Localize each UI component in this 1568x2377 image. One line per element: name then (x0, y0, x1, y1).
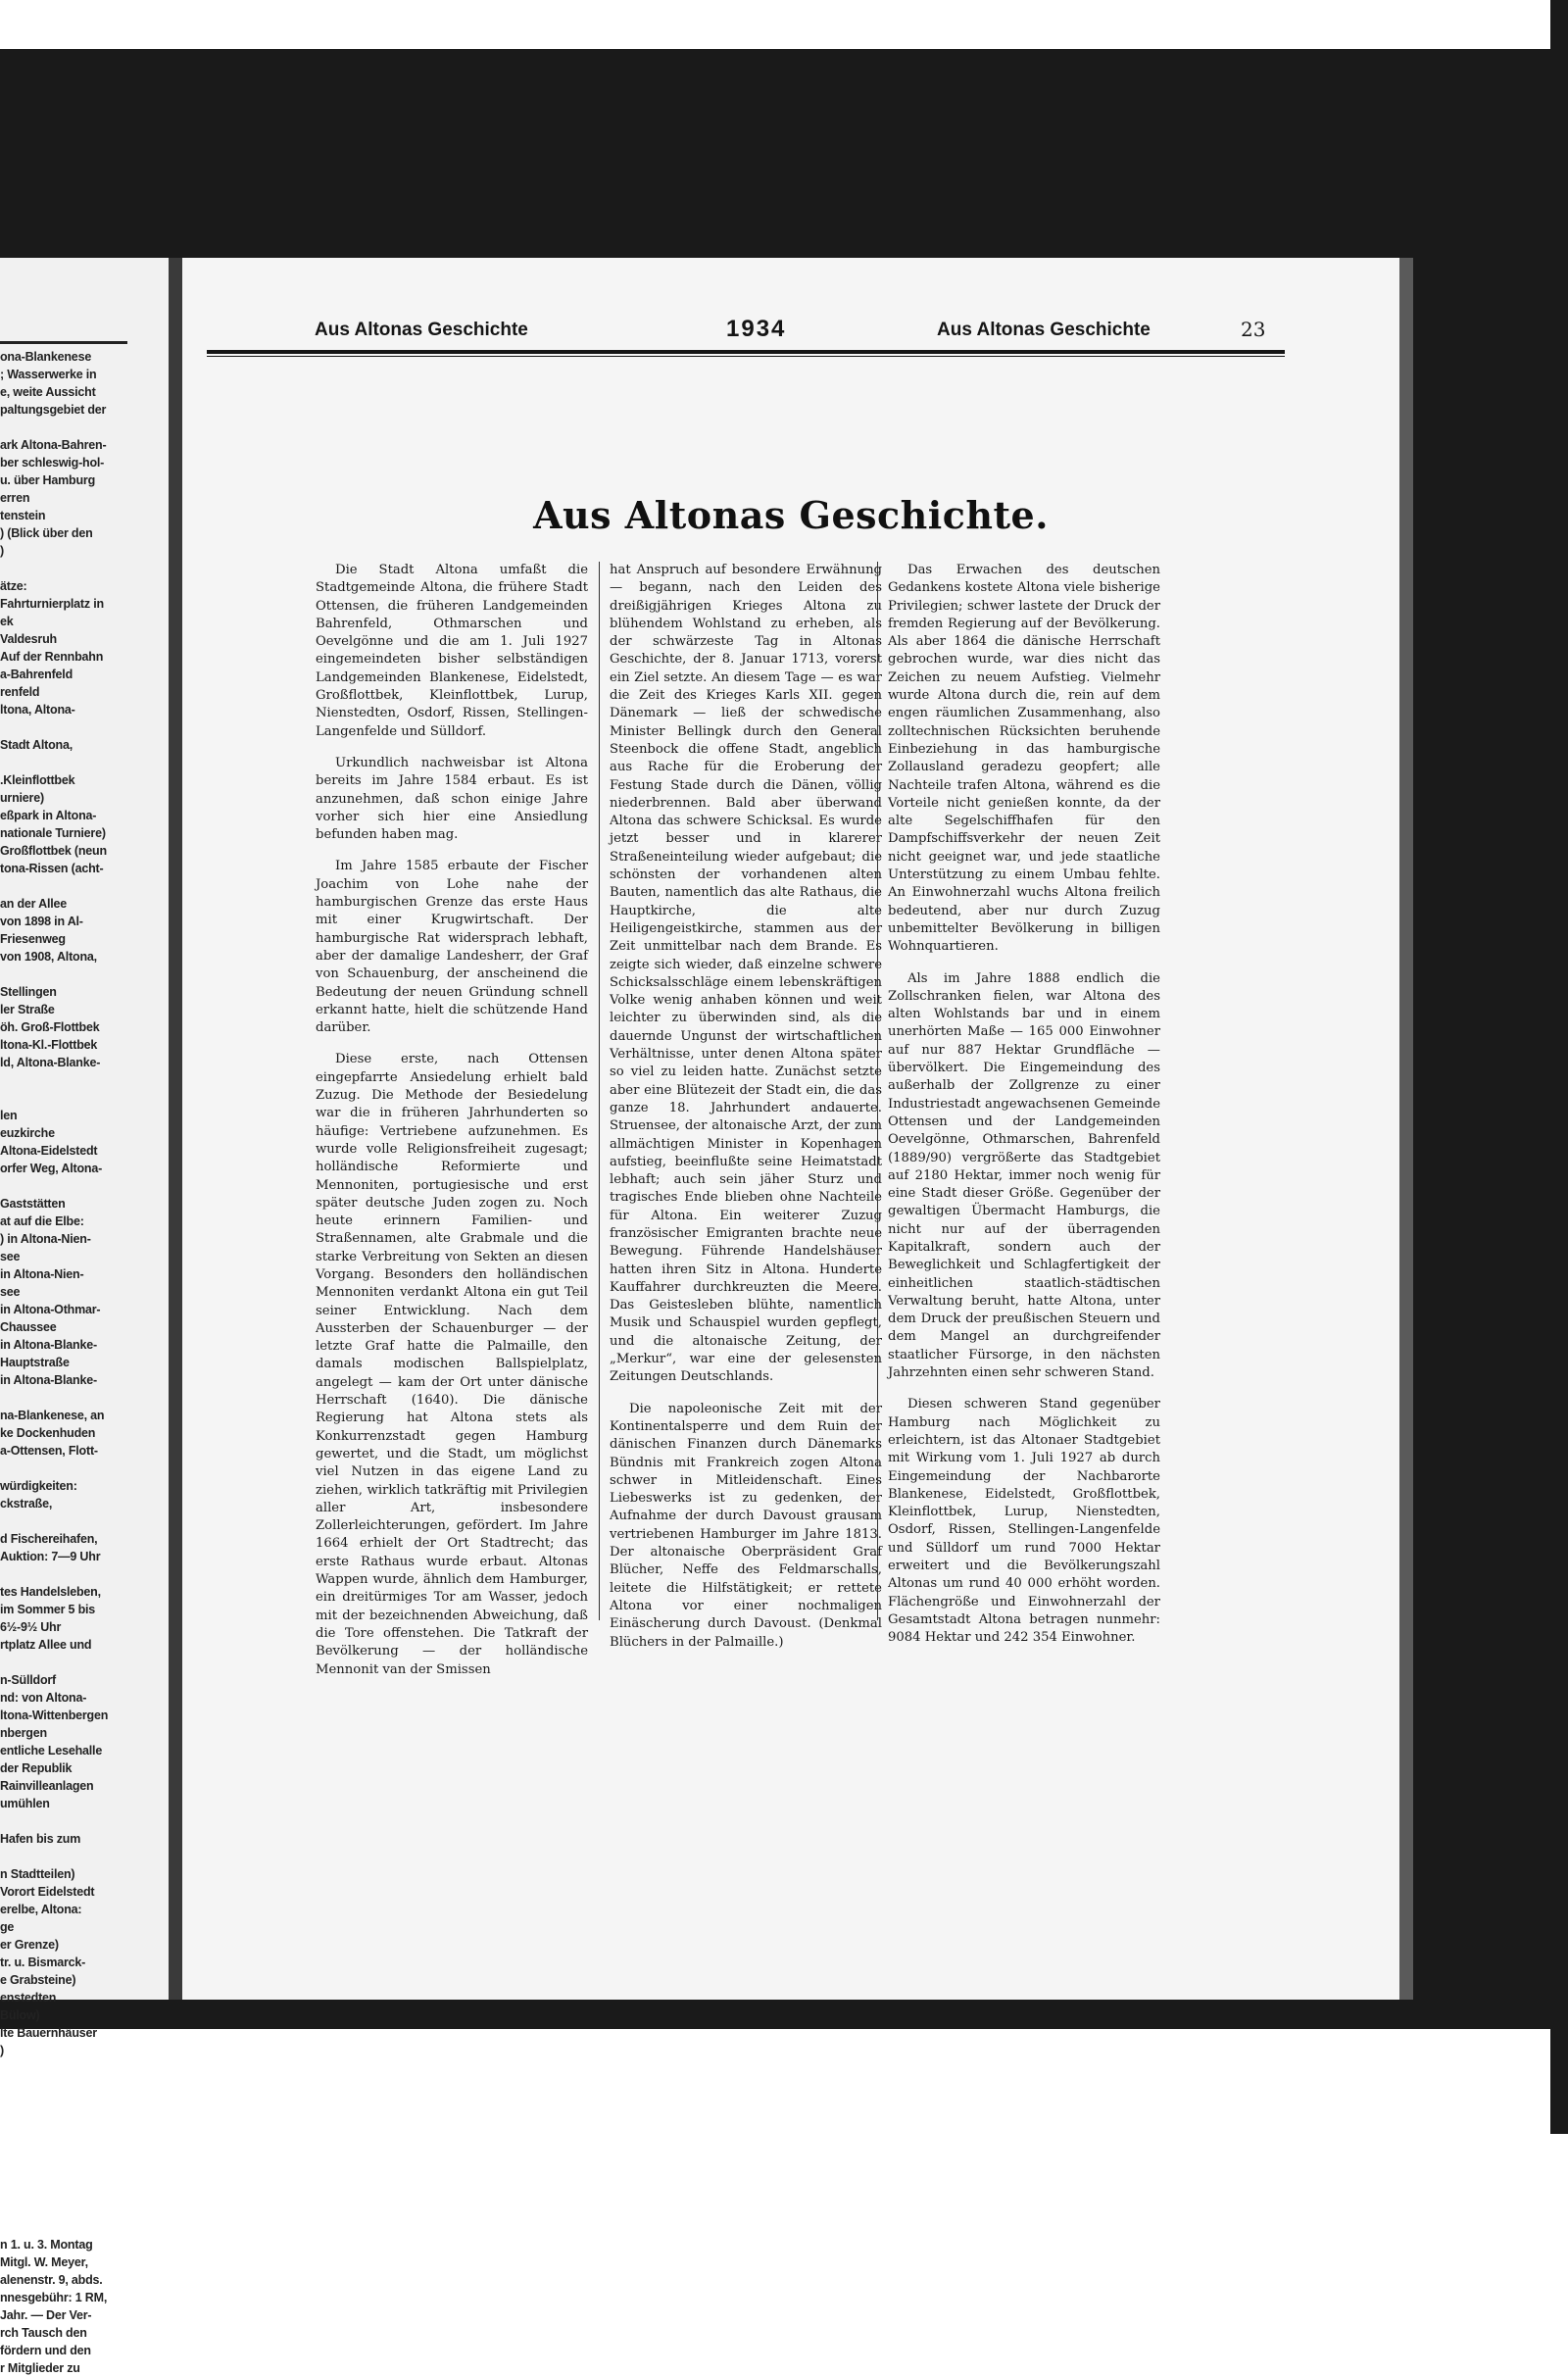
left-page-line: len (0, 1109, 18, 1122)
left-page-line: Fahrturnierplatz in (0, 597, 104, 611)
left-page-line: nbergen (0, 1726, 47, 1740)
left-page-line: von 1908, Altona, (0, 950, 97, 964)
left-page-line (0, 966, 167, 983)
left-page-line: ona-Blankenese (0, 350, 92, 364)
left-page-rule (0, 341, 127, 344)
left-page-line (0, 754, 167, 771)
left-page-line: tenstein (0, 509, 46, 522)
left-page-line: fördern und den (0, 2344, 91, 2357)
left-page-line: ; Wasserwerke in (0, 368, 97, 381)
left-page-line: Friesenweg (0, 932, 66, 946)
left-page-line (0, 2077, 167, 2095)
header-right-title: Aus Altonas Geschichte (937, 320, 1151, 340)
left-page-line: ltona-Kl.-Flottbek (0, 1038, 98, 1052)
left-page-line: e Grabsteine) (0, 1973, 76, 1987)
article-title: Aus Altonas Geschichte. (533, 493, 1049, 537)
left-page-line (0, 2165, 167, 2183)
left-page-line (0, 419, 167, 436)
left-page-line (0, 2059, 167, 2077)
left-page-line: Auktion: 7—9 Uhr (0, 1550, 101, 1563)
left-page-line: ler Straße (0, 1003, 55, 1016)
scan-edge (1550, 0, 1568, 2134)
paragraph: Als im Jahre 1888 endlich die Zollschranken fielen, war Altona des alten Wohlstands bar und in einem unerhörten Maße — 165 000 Einwohner auf nur 887 Hektar Grundfläche — übervölkert. Die Eingemeindung des außerhalb der Zollgrenze zu einer Industriestadt angewachsenen Gemeinde Ottensen und der Landgemeinden Oevelgönne, Othmarschen, Bahrenfeld (1889/90) vergrößerte das Stadtgebiet auf 2180 Hektar, immer noch wenig für eine Stadt dieser Größe. Gegenüber der gewaltigen Übermacht Hamburgs, die nicht nur auf der überragenden Kapitalkraft, sondern auch der Beweglichkeit und Schlagfertigkeit der einheitlichen staatlich-städtischen Verwaltung beruht, hatte Altona, unter dem Druck der preußischen Steuern und dem Mangel an durchgreifender staatlicher Fürsorge, in den nächsten Jahrzehnten einen sehr schweren Stand. (888, 970, 1160, 1381)
header-rule-thin (207, 356, 1285, 357)
left-page-line: nationale Turniere) (0, 826, 106, 840)
left-page-line: in Altona-Blanke- (0, 1373, 97, 1387)
left-page-line: n 1. u. 3. Montag (0, 2238, 93, 2252)
left-page-line: in Altona-Nien- (0, 1267, 84, 1281)
paragraph: hat Anspruch auf besondere Erwähnung — begann, nach den Leiden des dreißigjährigen Krieges Altona zu blühendem Wohlstand zu erheben, als der schwärzeste Tag in Altonas Geschichte, der 8. Januar 1713, vorerst ein Ziel setzte. An diesem Tage — es war die Zeit des Krieges Karls XII. gegen Dänemark — ließ der schwedische Minister Bellingk durch den General Steenbock die offene Stadt, angeblich aus Rache für die Eroberung der Festung Stade durch die Dänen, völlig niederbrennen. Bald aber überwand Altona das schwere Schicksal. Es wurde jetzt besser und in klarerer Straßeneinteilung wieder aufgebaut; die schönsten der vorhandenen alten Bauten, namentlich das alte Rathaus, die Hauptkirche, die alte Heiligengeistkirche, stammen aus der Zeit unmittelbar nach dem Brande. Es zeigte sich wieder, daß einzelne schwere Schicksalsschläge einem lebenskräftigen Volke wenig anhaben können und weit leichter zu überwinden sind, als die dauernde Ungunst der wirtschaftlichen Verhältnisse, unter denen Altona später so viel zu leiden hatte. Zunächst setzte aber eine Blütezeit der Stadt ein, die das ganze 18. Jahrhundert andauerte. Struensee, der altonaische Arzt, der zum allmächtigen Minister in Kopenhagen aufstieg, beeinflußte seine Heimatstadt lebhaft; auch sein jäher Sturz und tragisches Ende blieben ohne Nachteile für Altona. Ein weiterer Zuzug französischer Emigranten brachte neue Bewegung. Führende Handelshäuser hatten ihren Sitz in Altona. Hunderte Kauffahrer durchkreuzten die Meere. Das Geistesleben blühte, namentlich Musik und Schauspiel wurden gepflegt, und die altonaische Zeitung, der „Merkur“, war eine der gelesensten Zeitungen Deutschlands. (610, 563, 882, 1385)
left-page-line: im Sommer 5 bis (0, 1603, 96, 1616)
left-page-line (0, 2095, 167, 2112)
left-page-line: na-Blankenese, an (0, 1409, 105, 1422)
left-page-line: Valdesruh (0, 632, 57, 646)
left-page-line: Vorort Eidelstedt (0, 1885, 95, 1899)
left-page-line: .Kleinflottbek (0, 773, 75, 787)
left-page-line: öh. Groß-Flottbek (0, 1020, 100, 1034)
left-page-line (0, 2112, 167, 2130)
left-page-line: tr. u. Bismarck- (0, 1956, 86, 1969)
paragraph: Diese erste, nach Ottensen eingepfarrte Ansiedelung erhielt bald Zuzug. Die Methode der Besiedelung war die in früheren Jahrhunderten so häufige: Vertriebene aufzunehmen. Es wurde volle Religionsfreiheit zugesagt; holländische Reformierte und Mennoniten, portugiesische und erst später deutsche Juden zogen zu. Noch heute erinnern Familien- und Straßennamen, alte Grabmale und die starke Verbreitung von Sekten an diesen Vorgang. Besonders den holländischen Mennoniten verdankt Altona ein gut Teil seiner Entwicklung. Nach dem Aussterben der Schauenburger — der letzte Graf hatte die Palmaille, den damals modischen Ballspielplatz, angelegt — kam der Ort unter dänische Herrschaft (1640). Die dänische Regierung hat Altona stets als Konkurrenzstadt gegen Hamburg gewertet, und die Stadt, um möglichst viel Nutzen in das eigene Land zu ziehen, wirklich tatkräftig mit Privilegien aller Art, insbesondere Zollerleichterungen, gefördert. Im Jahre 1664 erhielt der Ort Stadtrecht; das erste Rathaus wurde erbaut. Altonas Wappen wurde, ähnlich dem Hamburger, ein dreitürmiges Tor am Wasser, jedoch mit der bezeichnenden Abweichung, daß die Tore offenstehen. Die Tatkraft der Bevölkerung — der holländische Mennonit van der Smissen (316, 1052, 588, 1677)
header-left-title: Aus Altonas Geschichte (315, 320, 528, 340)
left-page-line: see (0, 1285, 21, 1299)
left-page-line: würdigkeiten: (0, 1479, 77, 1493)
left-page-line: Hauptstraße (0, 1356, 70, 1369)
left-page-line: n Stadtteilen) (0, 1867, 75, 1881)
left-page-line: ätze: (0, 579, 27, 593)
paragraph: Urkundlich nachweisbar ist Altona bereits im Jahre 1584 erbaut. Es ist anzunehmen, daß schon einige Jahre vorher sich hier eine Ansiedlung befunden haben mag. (316, 755, 588, 843)
left-page-line: n-Sülldorf (0, 1673, 57, 1687)
left-page-line: von 1898 in Al- (0, 915, 83, 928)
paragraph: Das Erwachen des deutschen Gedankens kostete Altona viele bisherige Privilegien; schwer lastete der Druck der fremden Regierung auf der Bevölkerung. Als aber 1864 die dänische Herrschaft gebrochen wurde, war dies nicht das Zeichen zu neuem Aufstieg. Vielmehr wurde Altona durch die, rein auf dem engen räumlichen Zusammenhang, also zolltechnischen Rücksichten beruhende Einbeziehung in das hamburgische Zollausland geradezu geopfert; alle Nachteile trafen Altona, während es die Vorteile nicht genießen konnte, da der alte Segelschiffhafen für den Dampfschiffsverkehr der neuen Zeit nicht geeignet war, und jede staatliche Unterstützung zu einem Umbau fehlte. An Einwohnerzahl wuchs Altona freilich bedeutend, aber nur durch Zuzug unbemittelter Bevölkerung in billigen Wohnquartieren. (888, 563, 1160, 955)
left-page-line (0, 877, 167, 895)
left-page-line: in Altona-Blanke- (0, 1338, 97, 1352)
left-page-line (0, 1389, 167, 1407)
article-column-3 (888, 562, 1160, 1661)
left-page-line: Altona-Eidelstedt (0, 1144, 98, 1158)
left-page-line: u. über Hamburg (0, 473, 96, 487)
left-page-line: enstedten (0, 1991, 57, 2005)
left-page-line: ) (Blick über den (0, 526, 93, 540)
left-page-line: Großflottbek (neun (0, 844, 107, 858)
left-page-text (0, 348, 167, 2377)
left-page-line: a-Bahrenfeld (0, 668, 74, 681)
header-rule-thick (207, 350, 1285, 354)
left-page-line: umühlen (0, 1797, 50, 1810)
left-page-line (0, 1071, 167, 1089)
left-page-line: ld, Altona-Blanke- (0, 1056, 101, 1069)
left-page-line: erren (0, 491, 30, 505)
left-page-line (0, 718, 167, 736)
left-page-line: euzkirche (0, 1126, 55, 1140)
left-page-line (0, 560, 167, 577)
left-page-line: alenenstr. 9, abds. (0, 2273, 103, 2287)
left-page-line: nnesgebühr: 1 RM, (0, 2291, 108, 2304)
page-number: 23 (1241, 318, 1266, 341)
left-page-line: der Republik (0, 1761, 73, 1775)
left-page-line: entliche Lesehalle (0, 1744, 103, 1758)
left-page-line: Chaussee (0, 1320, 57, 1334)
left-page-line: Auf der Rennbahn (0, 650, 104, 664)
left-page-line: paltungsgebiet der (0, 403, 107, 417)
left-page-line: ge (0, 1920, 15, 1934)
left-page-line: e, weite Aussicht (0, 385, 96, 399)
left-page-line (0, 1812, 167, 1830)
column-divider (877, 562, 878, 1620)
left-page-line (0, 1512, 167, 1530)
left-page-line: an der Allee (0, 897, 67, 911)
left-page-line: ber schleswig-hol- (0, 456, 105, 470)
left-page-line: nd: von Altona- (0, 1691, 87, 1705)
left-page-line (0, 2201, 167, 2218)
left-page-line (0, 2218, 167, 2236)
left-page-line (0, 1177, 167, 1195)
left-page-line: er Grenze) (0, 1938, 59, 1952)
article-column-1 (316, 562, 588, 1693)
left-page-line (0, 1654, 167, 1671)
left-page-fragment (0, 258, 169, 2375)
left-page-line: 6½-9½ Uhr (0, 1620, 62, 1634)
left-page-line: at auf die Elbe: (0, 1214, 84, 1228)
left-page-line: Jahr. — Der Ver- (0, 2308, 92, 2322)
left-page-line: ark Altona-Bahren- (0, 438, 107, 452)
left-page-line: tona-Rissen (acht- (0, 862, 104, 875)
left-page-line: ) (0, 2044, 4, 2057)
running-header (182, 312, 1399, 351)
left-page-line: ) in Altona-Nien- (0, 1232, 91, 1246)
left-page-line (0, 2183, 167, 2201)
left-page-line: rch Tausch den (0, 2326, 87, 2340)
left-page-line: ckstraße, (0, 1497, 53, 1510)
left-page-line: Stellingen (0, 985, 57, 999)
left-page-line (0, 1089, 167, 1107)
left-page-line: Bülow) (0, 2008, 40, 2022)
left-page-line: tes Handelsleben, (0, 1585, 101, 1599)
left-page-line (0, 2130, 167, 2148)
header-year: 1934 (726, 316, 787, 342)
left-page-line: ltona-Wittenbergen (0, 1708, 109, 1722)
left-page-line: ke Dockenhuden (0, 1426, 96, 1440)
left-page-line: rtplatz Allee und (0, 1638, 92, 1652)
left-page-line: eßpark in Altona- (0, 809, 97, 822)
left-page-line: orfer Weg, Altona- (0, 1162, 103, 1175)
left-page-line: d Fischereihafen, (0, 1532, 98, 1546)
left-page-line: Stadt Altona, (0, 738, 74, 752)
main-page (182, 258, 1399, 2000)
paragraph: Die Stadt Altona umfaßt die Stadtgemeinde Altona, die frühere Stadt Ottensen, die früheren Landgemeinden Bahrenfeld, Othmarschen und Oevelgönne und die am 1. Juli 1927 eingemeindeten bisher selbständigen Landgemeinden Blankenese, Eidelstedt, Großflottbek, Kleinflottbek, Lurup, Nienstedten, Osdorf, Rissen, Stellingen-Langenfelde und Sülldorf. (316, 563, 588, 739)
paragraph: Die napoleonische Zeit mit der Kontinentalsperre und dem Ruin der dänischen Finanzen durch Dänemarks Bündnis mit Frankreich zogen Altona schwer in Mitleidenschaft. Eines Liebeswerks ist zu gedenken, der Aufnahme der durch Davoust grausam vertriebenen Hamburger im Jahre 1813. Der altonaische Oberpräsident Graf Blücher, Neffe des Feldmarschalls, leitete die Hilfstätigkeit; er rettete Altona vor einer nochmaligen Einäscherung durch Davoust. (Denkmal Blüchers in der Palmaille.) (610, 1401, 882, 1650)
left-page-line: renfeld (0, 685, 40, 699)
column-divider (599, 562, 600, 1620)
left-page-line: lte Bauernhäuser (0, 2026, 97, 2040)
paragraph: Im Jahre 1585 erbaute der Fischer Joachim von Lohe nahe der hamburgischen Grenze das erste Haus mit einer Krugwirtschaft. Der hamburgische Rat widersprach lebhaft, aber der damalige Landesherr, der Graf von Schauenburg, der anscheinend die Bedeutung der neuen Gründung schnell erkannt hatte, hielt die schützende Hand darüber. (316, 859, 588, 1036)
left-page-line: in Altona-Othmar- (0, 1303, 101, 1316)
left-page-line (0, 1565, 167, 1583)
left-page-line: Hafen bis zum (0, 1832, 81, 1846)
left-page-line: Rainvilleanlagen (0, 1779, 94, 1793)
left-page-line: a-Ottensen, Flott- (0, 1444, 98, 1458)
left-page-line: ltona, Altona- (0, 703, 75, 717)
left-page-line: Mitgl. W. Meyer, (0, 2255, 88, 2269)
page-edge-shadow (1399, 258, 1413, 2000)
left-page-line (0, 2148, 167, 2165)
left-page-line: r Mitglieder zu (0, 2361, 80, 2375)
left-page-line: erelbe, Altona: (0, 1903, 82, 1916)
left-page-line: urniere) (0, 791, 44, 805)
left-page-line: ek (0, 615, 14, 628)
left-page-line: see (0, 1250, 21, 1263)
left-page-line: Gaststätten (0, 1197, 66, 1211)
left-page-line (0, 1460, 167, 1477)
left-page-line (0, 1848, 167, 1865)
paragraph: Diesen schweren Stand gegenüber Hamburg nach Möglichkeit zu erleichtern, ist das Altonaer Stadtgebiet mit Wirkung vom 1. Juli 1927 ab durch Eingemeindung der Nachbarorte Blankenese, Eidelstedt, Großflottbek, Kleinflottbek, Lurup, Nienstedten, Osdorf, Rissen, Stellingen-Langenfelde und Sülldorf um rund 7000 Hektar erweitert und die Bevölkerungszahl Altonas um rund 40 000 erhöht worden. Flächengröße und Einwohnerzahl der Gesamtstadt Altona betragen nunmehr: 9084 Hektar und 242 354 Einwohner. (888, 1397, 1160, 1646)
left-page-line: ) (0, 544, 4, 558)
article-column-2 (610, 562, 882, 1665)
